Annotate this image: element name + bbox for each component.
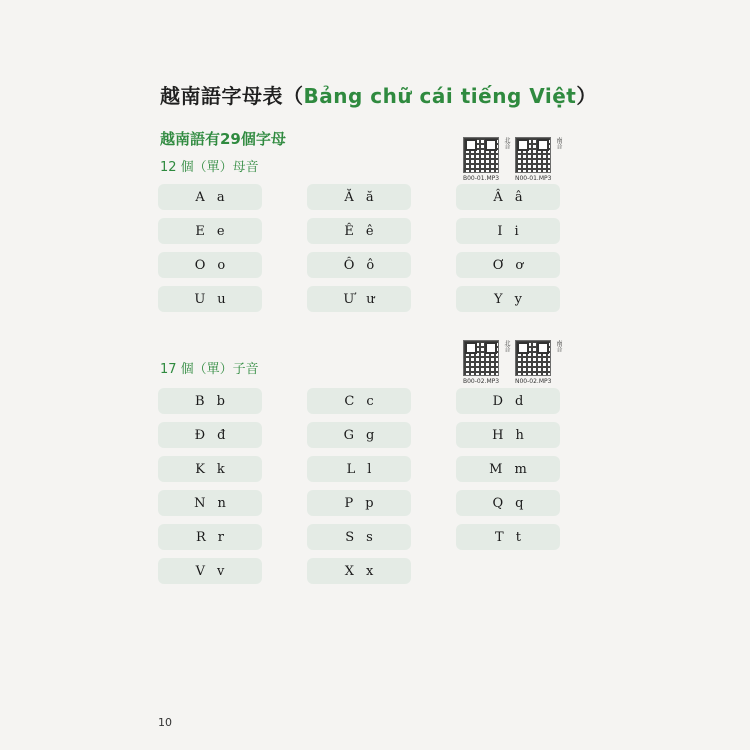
lowercase-letter: ê <box>365 223 374 239</box>
qr-code-icon <box>515 137 551 173</box>
uppercase-letter: N <box>194 495 206 511</box>
lowercase-letter: p <box>365 495 374 511</box>
lowercase-letter: l <box>367 461 372 477</box>
uppercase-letter: P <box>344 495 354 511</box>
letter-box <box>158 490 262 516</box>
qr-code-icon <box>463 137 499 173</box>
lowercase-letter: o <box>217 257 226 273</box>
letter-box <box>158 388 262 414</box>
lowercase-letter: i <box>514 223 519 239</box>
uppercase-letter: Ơ <box>492 257 504 273</box>
lowercase-letter: t <box>515 529 521 545</box>
qr-region-label: 南音 <box>555 340 562 352</box>
letter-count-heading: 越南語有29個字母 <box>160 130 286 148</box>
lowercase-letter: ơ <box>515 257 524 273</box>
qr-file-label: B00-02.MP3 <box>463 378 500 385</box>
letter-box <box>158 252 262 278</box>
letter-box <box>158 422 262 448</box>
qr-code-south-consonants[interactable] <box>515 340 562 385</box>
qr-region-label: 南音 <box>555 137 562 149</box>
lowercase-letter: m <box>514 461 527 477</box>
uppercase-letter: Ô <box>343 257 355 273</box>
lowercase-letter: v <box>217 563 225 579</box>
uppercase-letter: V <box>195 563 206 579</box>
qr-region-label: 北音 <box>503 340 510 352</box>
lowercase-letter: đ <box>217 427 226 443</box>
uppercase-letter: C <box>344 393 355 409</box>
letter-box <box>158 524 262 550</box>
lowercase-letter: ă <box>365 189 374 205</box>
page-title <box>160 80 597 109</box>
lowercase-letter: g <box>366 427 375 443</box>
uppercase-letter: G <box>343 427 355 443</box>
uppercase-letter: Y <box>494 291 503 307</box>
lowercase-letter: s <box>366 529 373 545</box>
qr-code-north-vowels[interactable] <box>463 137 510 182</box>
uppercase-letter: A <box>195 189 205 205</box>
uppercase-letter: M <box>489 461 503 477</box>
consonants-label: 17 個（單）子音 <box>160 362 259 377</box>
letter-box <box>307 524 411 550</box>
uppercase-letter: R <box>195 529 206 545</box>
uppercase-letter: H <box>492 427 504 443</box>
lowercase-letter: ư <box>366 291 375 307</box>
letter-box <box>456 286 560 312</box>
qr-file-label: B00-01.MP3 <box>463 175 500 182</box>
uppercase-letter: Q <box>492 495 504 511</box>
letter-box <box>307 388 411 414</box>
vowels-label: 12 個（單）母音 <box>160 160 259 175</box>
title-chinese: 越南語字母表 <box>160 84 283 108</box>
lowercase-letter: q <box>515 495 524 511</box>
lowercase-letter: c <box>366 393 374 409</box>
uppercase-letter: X <box>344 563 354 579</box>
lowercase-letter: b <box>216 393 225 409</box>
qr-code-icon <box>463 340 499 376</box>
lowercase-letter: a <box>216 189 225 205</box>
uppercase-letter: B <box>195 393 205 409</box>
qr-code-icon <box>515 340 551 376</box>
uppercase-letter: Ă <box>344 189 354 205</box>
letter-box <box>158 558 262 584</box>
letter-box <box>456 490 560 516</box>
letter-box <box>307 456 411 482</box>
qr-file-label: N00-02.MP3 <box>515 378 552 385</box>
letter-box <box>307 184 411 210</box>
title-paren-open: （ <box>283 84 304 108</box>
letter-box <box>307 490 411 516</box>
letter-box <box>158 184 262 210</box>
letter-box <box>158 456 262 482</box>
uppercase-letter: T <box>495 529 504 545</box>
letter-box <box>456 388 560 414</box>
qr-code-north-consonants[interactable] <box>463 340 510 385</box>
uppercase-letter: L <box>346 461 356 477</box>
uppercase-letter: S <box>345 529 355 545</box>
letter-box <box>307 252 411 278</box>
lowercase-letter: r <box>217 529 224 545</box>
title-paren-close: ） <box>576 84 597 108</box>
lowercase-letter: k <box>216 461 225 477</box>
uppercase-letter: D <box>492 393 504 409</box>
title-vietnamese: Bảng chữ cái tiếng Việt <box>303 84 577 108</box>
letter-box <box>456 456 560 482</box>
uppercase-letter: E <box>195 223 205 239</box>
page-number: 10 <box>158 716 172 729</box>
lowercase-letter: h <box>515 427 524 443</box>
letter-box <box>307 286 411 312</box>
letter-box <box>158 286 262 312</box>
uppercase-letter: U <box>194 291 206 307</box>
letter-box <box>307 422 411 448</box>
letter-box <box>307 558 411 584</box>
lowercase-letter: n <box>217 495 226 511</box>
lowercase-letter: u <box>217 291 226 307</box>
uppercase-letter: Ư <box>343 291 355 307</box>
letter-box <box>307 218 411 244</box>
uppercase-letter: K <box>195 461 205 477</box>
lowercase-letter: x <box>365 563 374 579</box>
letter-box <box>456 252 560 278</box>
uppercase-letter: O <box>194 257 206 273</box>
uppercase-letter: Ê <box>344 223 354 239</box>
lowercase-letter: â <box>514 189 523 205</box>
lowercase-letter: ô <box>366 257 375 273</box>
qr-file-label: N00-01.MP3 <box>515 175 552 182</box>
letter-box <box>456 524 560 550</box>
letter-box <box>456 184 560 210</box>
qr-code-south-vowels[interactable] <box>515 137 562 182</box>
uppercase-letter: Đ <box>194 427 206 443</box>
lowercase-letter: e <box>216 223 225 239</box>
letter-box <box>158 218 262 244</box>
letter-box <box>456 218 560 244</box>
lowercase-letter: d <box>515 393 524 409</box>
uppercase-letter: I <box>497 223 503 239</box>
qr-region-label: 北音 <box>503 137 510 149</box>
uppercase-letter: Â <box>493 189 503 205</box>
lowercase-letter: y <box>514 291 522 307</box>
letter-box <box>456 422 560 448</box>
